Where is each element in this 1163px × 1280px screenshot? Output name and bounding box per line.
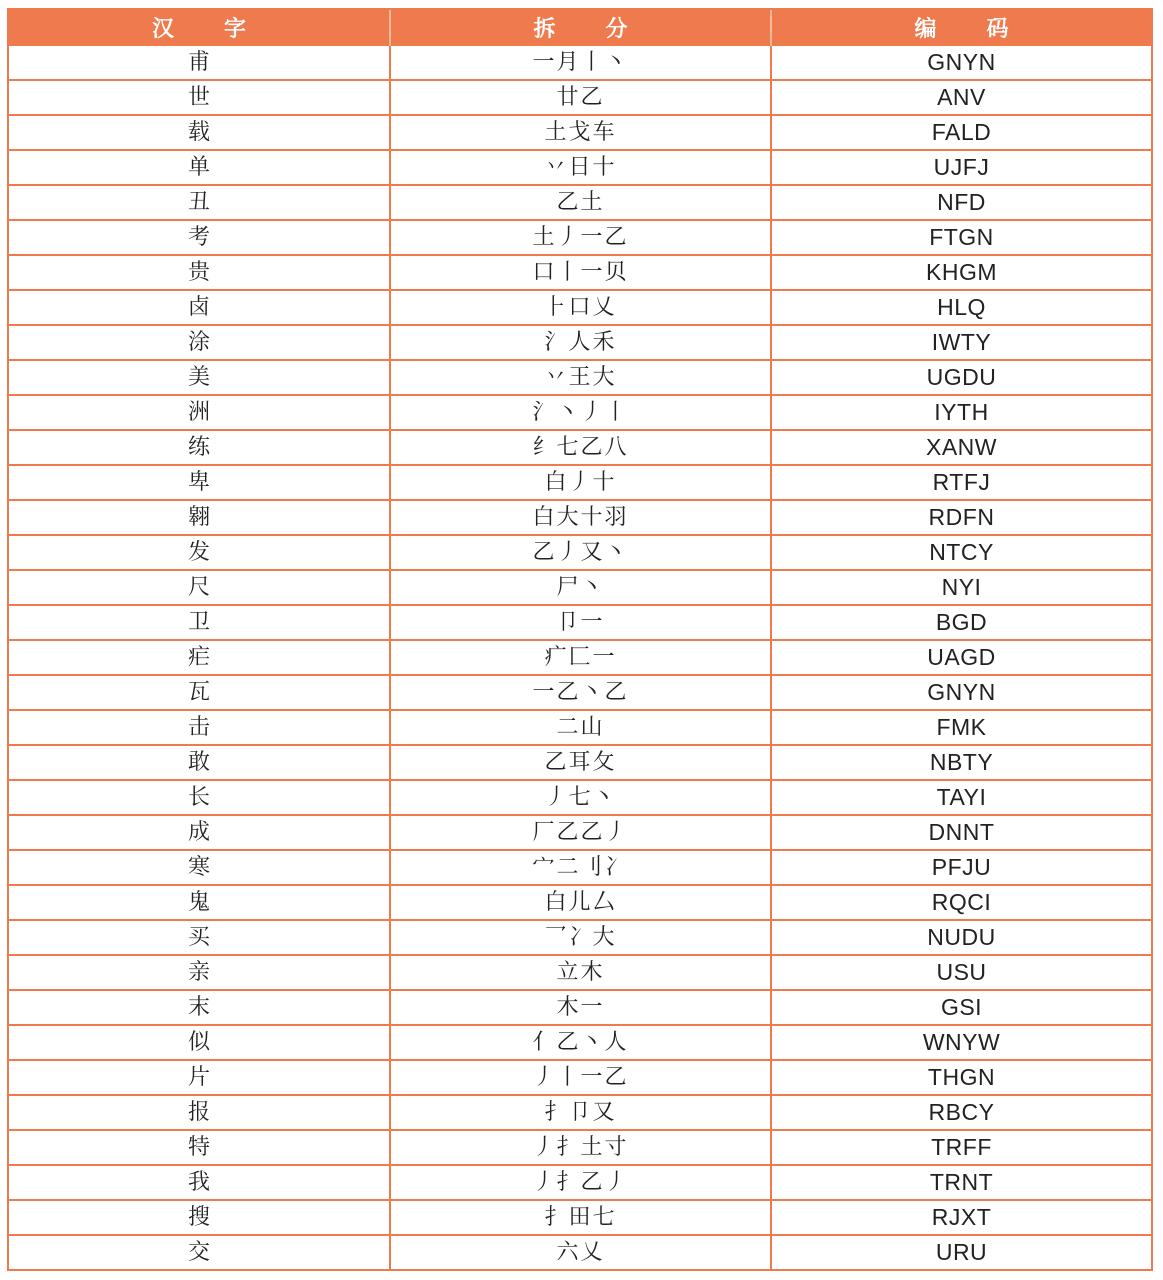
- cell-code: RDFN: [771, 500, 1151, 535]
- table-row: [9, 255, 1151, 290]
- cell-decomposition: 厂乙乙丿: [390, 815, 771, 850]
- cell-decomposition: 氵丶丿丨: [390, 395, 771, 430]
- wubi-code-table: [9, 10, 1151, 1269]
- cell-character: 发: [9, 535, 390, 570]
- cell-code: RTFJ: [771, 465, 1151, 500]
- cell-character: 买: [9, 920, 390, 955]
- table-row: [9, 710, 1151, 745]
- cell-code: GNYN: [771, 675, 1151, 710]
- table-row: [9, 570, 1151, 605]
- cell-decomposition: ⺊口乂: [390, 290, 771, 325]
- cell-code: ANV: [771, 80, 1151, 115]
- table-body: [9, 45, 1151, 1269]
- table-row: [9, 500, 1151, 535]
- cell-character: 鬼: [9, 885, 390, 920]
- cell-code: UAGD: [771, 640, 1151, 675]
- cell-character: 疟: [9, 640, 390, 675]
- table-row: [9, 1235, 1151, 1269]
- cell-code: URU: [771, 1235, 1151, 1269]
- cell-code: TAYI: [771, 780, 1151, 815]
- cell-decomposition: 丷王大: [390, 360, 771, 395]
- table-row: [9, 745, 1151, 780]
- table-row: [9, 150, 1151, 185]
- cell-code: RBCY: [771, 1095, 1151, 1130]
- cell-character: 末: [9, 990, 390, 1025]
- table-header: [9, 10, 1151, 45]
- cell-code: GNYN: [771, 45, 1151, 80]
- cell-character: 片: [9, 1060, 390, 1095]
- cell-code: HLQ: [771, 290, 1151, 325]
- cell-code: RQCI: [771, 885, 1151, 920]
- cell-decomposition: 丿扌土寸: [390, 1130, 771, 1165]
- header-decomposition: 拆 分: [390, 10, 771, 45]
- cell-character: 似: [9, 1025, 390, 1060]
- table-row: [9, 1200, 1151, 1235]
- cell-character: 报: [9, 1095, 390, 1130]
- cell-decomposition: 口丨一贝: [390, 255, 771, 290]
- table-row: [9, 920, 1151, 955]
- cell-decomposition: 乛冫大: [390, 920, 771, 955]
- cell-decomposition: 廿乙: [390, 80, 771, 115]
- cell-character: 我: [9, 1165, 390, 1200]
- header-code: 编 码: [771, 10, 1151, 45]
- table-row: [9, 640, 1151, 675]
- cell-code: WNYW: [771, 1025, 1151, 1060]
- table-row: [9, 45, 1151, 80]
- table-row: [9, 1060, 1151, 1095]
- wubi-table-container: [7, 8, 1153, 1271]
- cell-decomposition: 卩一: [390, 605, 771, 640]
- table-row: [9, 535, 1151, 570]
- cell-decomposition: 纟七乙八: [390, 430, 771, 465]
- table-row: [9, 80, 1151, 115]
- header-row: [9, 10, 1151, 45]
- table-row: [9, 325, 1151, 360]
- table-row: [9, 1095, 1151, 1130]
- cell-code: NYI: [771, 570, 1151, 605]
- cell-character: 交: [9, 1235, 390, 1269]
- cell-code: UJFJ: [771, 150, 1151, 185]
- cell-decomposition: 宀二刂冫: [390, 850, 771, 885]
- cell-decomposition: 六乂: [390, 1235, 771, 1269]
- table-row: [9, 185, 1151, 220]
- cell-decomposition: 丿七丶: [390, 780, 771, 815]
- table-row: [9, 1025, 1151, 1060]
- table-row: [9, 605, 1151, 640]
- cell-character: 世: [9, 80, 390, 115]
- cell-character: 洲: [9, 395, 390, 430]
- cell-code: UGDU: [771, 360, 1151, 395]
- cell-character: 搜: [9, 1200, 390, 1235]
- table-row: [9, 1165, 1151, 1200]
- cell-decomposition: 一月丨丶: [390, 45, 771, 80]
- table-row: [9, 885, 1151, 920]
- table-row: [9, 360, 1151, 395]
- cell-code: RJXT: [771, 1200, 1151, 1235]
- cell-decomposition: 土丿一乙: [390, 220, 771, 255]
- cell-code: GSI: [771, 990, 1151, 1025]
- table-row: [9, 1130, 1151, 1165]
- table-row: [9, 815, 1151, 850]
- table-row: [9, 780, 1151, 815]
- cell-character: 考: [9, 220, 390, 255]
- cell-decomposition: 白丿十: [390, 465, 771, 500]
- table-row: [9, 115, 1151, 150]
- cell-code: NFD: [771, 185, 1151, 220]
- cell-code: NBTY: [771, 745, 1151, 780]
- cell-character: 丑: [9, 185, 390, 220]
- table-row: [9, 465, 1151, 500]
- cell-decomposition: 扌田七: [390, 1200, 771, 1235]
- table-row: [9, 675, 1151, 710]
- cell-character: 寒: [9, 850, 390, 885]
- cell-character: 成: [9, 815, 390, 850]
- cell-code: FTGN: [771, 220, 1151, 255]
- cell-character: 敢: [9, 745, 390, 780]
- table-row: [9, 430, 1151, 465]
- cell-decomposition: 亻乙丶人: [390, 1025, 771, 1060]
- cell-character: 载: [9, 115, 390, 150]
- cell-code: IYTH: [771, 395, 1151, 430]
- cell-decomposition: 立木: [390, 955, 771, 990]
- cell-character: 长: [9, 780, 390, 815]
- table-row: [9, 290, 1151, 325]
- cell-decomposition: 丷日十: [390, 150, 771, 185]
- cell-code: USU: [771, 955, 1151, 990]
- cell-code: KHGM: [771, 255, 1151, 290]
- cell-character: 甫: [9, 45, 390, 80]
- cell-code: TRFF: [771, 1130, 1151, 1165]
- cell-code: IWTY: [771, 325, 1151, 360]
- cell-decomposition: 土戈车: [390, 115, 771, 150]
- cell-code: TRNT: [771, 1165, 1151, 1200]
- table-row: [9, 395, 1151, 430]
- cell-character: 单: [9, 150, 390, 185]
- cell-decomposition: 乙耳攵: [390, 745, 771, 780]
- cell-character: 卫: [9, 605, 390, 640]
- cell-decomposition: 乙丿又丶: [390, 535, 771, 570]
- cell-decomposition: 乙土: [390, 185, 771, 220]
- cell-decomposition: 氵人禾: [390, 325, 771, 360]
- cell-decomposition: 一乙丶乙: [390, 675, 771, 710]
- cell-code: FMK: [771, 710, 1151, 745]
- cell-code: THGN: [771, 1060, 1151, 1095]
- cell-decomposition: 扌卩又: [390, 1095, 771, 1130]
- cell-code: NTCY: [771, 535, 1151, 570]
- cell-character: 贵: [9, 255, 390, 290]
- header-character: 汉 字: [9, 10, 390, 45]
- cell-decomposition: 尸丶: [390, 570, 771, 605]
- cell-character: 卤: [9, 290, 390, 325]
- cell-decomposition: 疒匚一: [390, 640, 771, 675]
- cell-code: FALD: [771, 115, 1151, 150]
- cell-decomposition: 二山: [390, 710, 771, 745]
- cell-character: 尺: [9, 570, 390, 605]
- cell-decomposition: 木一: [390, 990, 771, 1025]
- cell-character: 瓦: [9, 675, 390, 710]
- table-row: [9, 850, 1151, 885]
- cell-decomposition: 丿丨一乙: [390, 1060, 771, 1095]
- cell-code: NUDU: [771, 920, 1151, 955]
- table-row: [9, 220, 1151, 255]
- cell-character: 涂: [9, 325, 390, 360]
- cell-character: 亲: [9, 955, 390, 990]
- table-row: [9, 990, 1151, 1025]
- table-row: [9, 955, 1151, 990]
- cell-decomposition: 丿扌乙丿: [390, 1165, 771, 1200]
- cell-character: 特: [9, 1130, 390, 1165]
- cell-decomposition: 白儿厶: [390, 885, 771, 920]
- cell-code: XANW: [771, 430, 1151, 465]
- cell-character: 击: [9, 710, 390, 745]
- cell-code: PFJU: [771, 850, 1151, 885]
- cell-character: 卑: [9, 465, 390, 500]
- cell-code: DNNT: [771, 815, 1151, 850]
- cell-character: 翱: [9, 500, 390, 535]
- cell-code: BGD: [771, 605, 1151, 640]
- cell-decomposition: 白大十羽: [390, 500, 771, 535]
- cell-character: 美: [9, 360, 390, 395]
- cell-character: 练: [9, 430, 390, 465]
